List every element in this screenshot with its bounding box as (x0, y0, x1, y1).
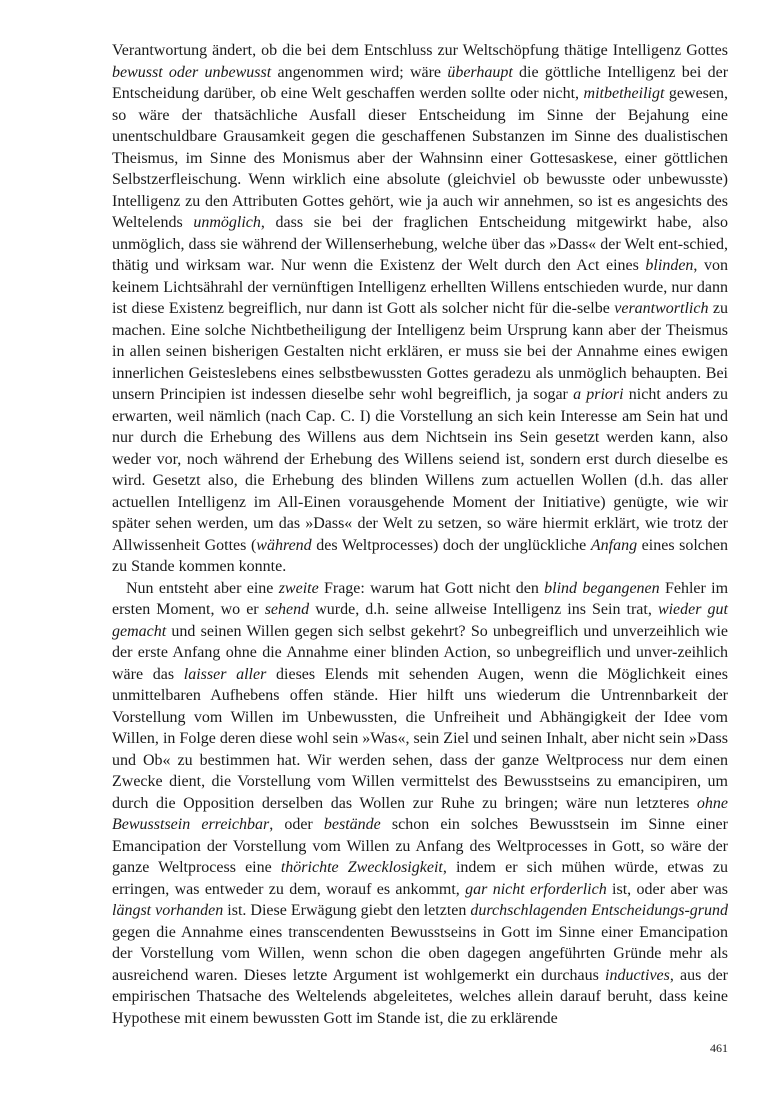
italic-run: verantwortlich (614, 300, 709, 317)
italic-run: mitbetheiligt (583, 85, 665, 102)
text-run: Frage: warum hat Gott nicht den (318, 579, 545, 597)
page-number: 461 (710, 1041, 728, 1055)
text-run: Fehler im ersten Moment, wo er (112, 579, 729, 618)
italic-run: längst vorhanden (112, 902, 224, 919)
italic-run: zweite (278, 579, 319, 597)
italic-run: Anfang (590, 536, 638, 554)
italic-run: gar nicht erforderlich (465, 880, 607, 898)
text-run: die göttliche Intelligenz bei der Entscheidung darüber, ob eine Welt geschaffen werden sollte oder nicht, (112, 63, 729, 102)
text-run: dieses Elends mit sehenden Augen, wenn die Möglichkeit eines unmittelbaren Aufhebens offen stände. Hier hilft uns wiederum die Untrennbarkeit der Vorstellung vom Willen im Unbewussten, die Unfreiheit und Abhängigkeit der Idee vom Willen, in Folge deren diese wohl sein »Was«, sein Ziel und seinen Inhalt, aber nicht sein »Dass und Ob« zu bestimmen hat. Wir werden sehen, dass der ganze Weltprocess nur dem einen Zwecke dient, die Vorstellung vom Willen vermittelst des Bewusstseins zu emancipiren, um durch die Opposition derselben das Wollen zur Ruhe zu bringen; wäre nun letzteres (112, 665, 729, 812)
italic-run: a priori (573, 386, 624, 403)
text-run: gegen die Annahme eines transcendenten Bewusstseins in Gott im Sinne einer Emancipation der Vorstellung vom Willen, wenn schon die oben dagegen angeführten Gründe mehr als ausreichend waren. Dieses letzte Argument ist wohlgemerkt ein durchaus (112, 923, 728, 984)
paragraph-2 (112, 578, 728, 1030)
italic-run: wieder gut gemacht (112, 601, 729, 640)
text-run: , aus der empirischen Thatsache des Weltelends abgeleitetes, welches allein darauf beruht, dass keine Hypothese mit einem bewussten Gott im Stande ist, die zu erklärende (112, 966, 728, 1027)
italic-run: inductives (605, 966, 670, 984)
text-run: , von keinem Lichtsährahl der vernünftigen Intelligenz erhellten Willens entschieden wurde, nur dann ist diese Existenz begreiflich, nur dann ist Gott als solcher nicht für die-selbe (112, 257, 728, 317)
italic-run: bestände (323, 816, 381, 833)
italic-run: unmöglich (193, 214, 261, 231)
text-run: ist, oder aber was (606, 880, 728, 898)
body-text (112, 40, 728, 1029)
text-run: und seinen Willen gegen sich selbst gekehrt? So unbegreiflich und unverzeihlich wie der erste Anfang ohne die Annahme einer blinden Action, so unbegreiflich und unver-zeihlich wäre das (112, 622, 728, 683)
italic-run: sehend (264, 601, 310, 618)
text-run: zu machen. Eine solche Nichtbetheiligung der Intelligenz beim Ursprung kann aber der Theismus in allen seinen bisherigen Gestalten nicht erklären, er muss sie bei der Annahme eines ewigen innerlichen Geisteslebens eines selbstbewussten Gottes geradezu als unmöglich behaupten. Bei unsern Principien ist indessen dieselbe sehr wohl begreiflich, ja sogar (112, 300, 728, 403)
text-run: Verantwortung ändert, ob die bei dem Entschluss zur Weltschöpfung thätige Intelligenz Gottes (112, 42, 728, 59)
italic-run: bewusst oder unbewusst (112, 63, 272, 81)
text-run: gewesen, so wäre der thatsächliche Ausfall dieser Entscheidung im Sinne der Bejahung eine unentschuldbare Grausamkeit gegen die geschaffenen Substanzen im Sinne des dualistischen Theismus, im Sinne des Monismus aber der Wahnsinn einer Gottesaskese, einer göttlichen Selbstzerfleischung. Wenn wirklich eine absolute (gleichviel ob bewusste oder unbewusste) Intelligenz zu den Attributen Gottes gehört, wie ja auch wir annehmen, so ist es angesichts des Weltelends (112, 85, 728, 231)
text-run: eines solchen zu Stande kommen konnte. (112, 536, 728, 575)
italic-run: thörichte Zwecklosigkeit (280, 859, 443, 876)
paragraph-1 (112, 40, 728, 578)
italic-run: durchschlagenden Entscheidungs-grund (470, 902, 729, 919)
text-run: , indem er sich mühen würde, etwas zu erringen, was entweder zu dem, worauf es ankommt, (112, 859, 728, 898)
italic-run: laisser aller (183, 665, 267, 683)
text-run: ist. Diese Erwägung giebt den letzten (223, 902, 471, 919)
text-run: nicht anders zu erwarten, weil nämlich (nach Cap. C. I) die Vorstellung an sich kein Interesse am Sein hat und nur durch die Erhebung des Willens aus dem Nichtsein ins Sein gesetzt werden kann, also weder vor, noch während der Erhebung des Willens seiend ist, sondern erst durch dieselbe es wird. Gesetzt also, die Erhebung des blinden Willens zum actuellen Wollen (d.h. das aller actuellen Intelligenz im All-Einen vorausgehende Moment der Initiative) genügte, wie wir später sehen werden, um das »Dass« der Welt zu setzen, so wäre hiermit erklärt, wie trotz der Allwissenheit Gottes ( (112, 386, 728, 554)
text-run: , dass sie bei der fraglichen Entscheidung mitgewirkt habe, also unmöglich, dass sie während der Willenserhebung, welche über das »Dass« der Welt ent-schied, thätig und wirksam war. Nur wenn die Existenz der Welt durch den Act eines (112, 214, 729, 274)
text-run: Nun entsteht aber eine (126, 579, 279, 597)
text-run: des Weltprocesses) doch der unglückliche (311, 536, 591, 554)
text-run: schon ein solches Bewusstsein im Sinne einer Emancipation der Vorstellung vom Willen zu Anfang des Weltprocesses in Gott, so wäre der ganze Weltprocess eine (112, 816, 728, 876)
text-run: wurde, d.h. seine allweise Intelligenz ins Sein trat, (309, 601, 658, 618)
italic-run: während (256, 536, 312, 554)
italic-run: blinden (645, 257, 694, 274)
italic-run: ohne Bewusstsein erreichbar (112, 794, 728, 833)
italic-run: blind begangenen (544, 579, 660, 597)
italic-run: überhaupt (447, 63, 513, 81)
text-run: angenommen wird; wäre (271, 63, 448, 81)
text-run: , oder (269, 816, 324, 833)
